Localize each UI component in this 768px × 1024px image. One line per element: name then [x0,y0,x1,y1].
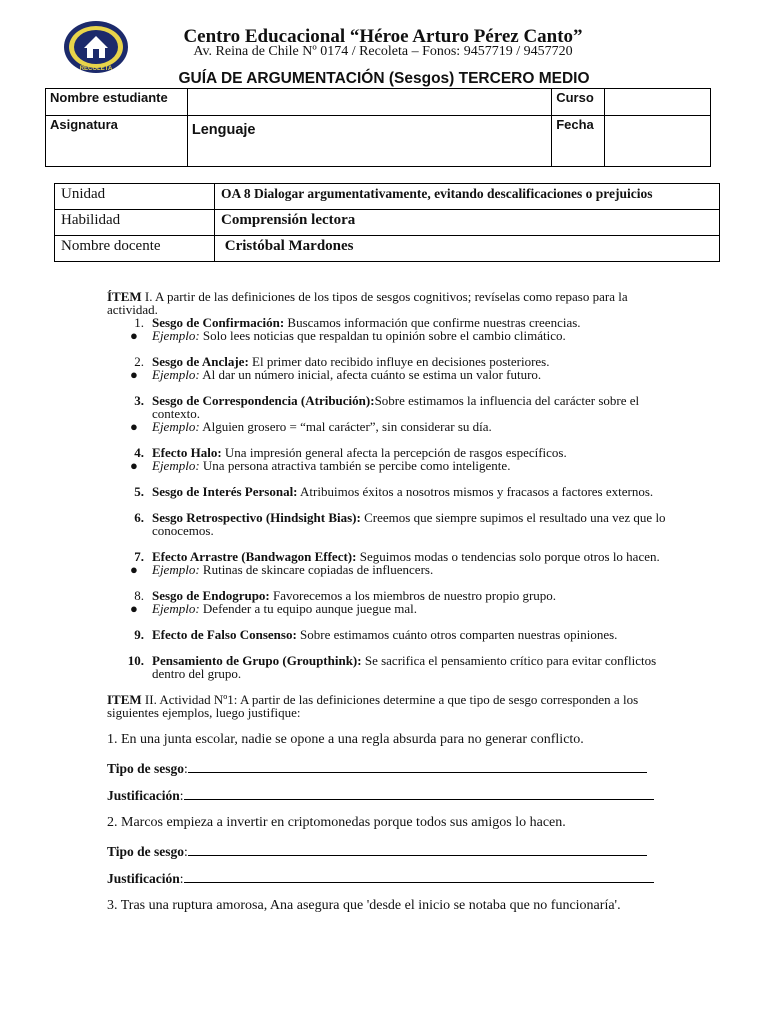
bias-name: Sesgo de Interés Personal: [152,484,298,499]
student-name-label: Nombre estudiante [46,89,188,116]
bias-name: Efecto Arrastre (Bandwagon Effect): [152,549,357,564]
bias-description: Favorecemos a los miembros de nuestro propio grupo. [269,588,557,603]
bias-number: 5. [134,484,144,499]
example-text: Al dar un número inicial, afecta cuánto se estima un valor futuro. [199,367,542,382]
bias-description: Se sacrifica el pensamiento crítico para evitar conflictos dentro del grupo. [152,653,657,681]
bias-name: Sesgo de Correspondencia (Atribución): [152,393,375,408]
bias-description: Buscamos información que confirme nuestras creencias. [284,315,581,330]
type-label: Tipo de sesgo [107,844,185,859]
example-label: Ejemplo: [152,601,200,616]
example-text: Solo lees noticias que respaldan tu opinión sobre el cambio climático. [199,328,566,343]
example-label: Ejemplo: [152,367,200,382]
subject-label: Asignatura [46,116,188,167]
bias-description: Una impresión general afecta la percepción de rasgos específicos. [221,445,567,460]
bias-name: Sesgo de Confirmación: [152,315,285,330]
answer-just-row-2: Justificación: [107,871,667,885]
bias-example [107,329,667,342]
bias-example [107,420,667,433]
unit-info-table [54,183,720,262]
teacher-value [215,236,720,262]
guide-title: GUÍA DE ARGUMENTACIÓN (Sesgos) TERCERO MEDIO [178,70,590,87]
bullet-icon: ● [130,601,138,616]
school-address: Av. Reina de Chile Nº 0174 / Recoleta – Fonos: 9457719 / 9457720 [193,44,573,59]
bias-description: Creemos que siempre supimos el resultado una vez que lo conocemos. [152,510,666,538]
example-text: Rutinas de skincare copiadas de influencers. [199,562,434,577]
bias-number: 4. [134,445,144,460]
bias-example [107,602,667,615]
school-name: Centro Educacional “Héroe Arturo Pérez Canto” [183,26,583,47]
justification-answer-line[interactable] [184,871,654,883]
item1-text: I. A partir de las definiciones de los tipos de sesgos cognitivos; revíselas como repaso para la actividad. [107,289,628,317]
item2-instructions [107,693,667,719]
bias-list [107,316,667,680]
bullet-icon: ● [130,328,138,343]
bias-number: 9. [134,627,144,642]
bullet-icon: ● [130,562,138,577]
skill-label: Habilidad [55,210,215,236]
bias-description: El primer dato recibido influye en decisiones posteriores. [248,354,550,369]
answer-type-row-1: Tipo de sesgo: [107,761,667,775]
unit-value: OA 8 Dialogar argumentativamente, evitando descalificaciones o prejuicios [215,184,720,210]
date-field[interactable] [605,116,711,167]
example-text: Defender a tu equipo aunque juegue mal. [199,601,417,616]
bias-example [107,368,667,381]
justification-label: Justificación [107,788,180,803]
example-label: Ejemplo: [152,419,200,434]
bias-number: 7. [134,549,144,564]
item2-label: ITEM [107,692,142,707]
bias-example [107,459,667,472]
bias-description: Sobre estimamos la influencia del carácter sobre el contexto. [152,393,640,421]
bias-number: 8. [134,588,144,603]
bullet-icon: ● [130,367,138,382]
bias-name: Sesgo de Endogrupo: [152,588,270,603]
type-label: Tipo de sesgo [107,761,185,776]
bias-name: Sesgo de Anclaje: [152,354,249,369]
skill-value: Comprensión lectora [215,210,720,236]
bias-name: Efecto Halo: [152,445,222,460]
bias-number: 2. [134,354,144,369]
type-answer-line[interactable] [188,761,647,773]
question-2: 2. Marcos empieza a invertir en criptomonedas porque todos sus amigos lo hacen. [107,815,566,830]
answer-type-row-2: Tipo de sesgo: [107,844,667,858]
bullet-icon: ● [130,419,138,434]
teacher-name: Cristóbal Mardones [224,238,354,254]
bias-description: Seguimos modas o tendencias solo porque otros lo hacen. [356,549,660,564]
worksheet-body [107,290,667,913]
item1-label: ÍTEM [107,289,142,304]
bias-item [107,511,667,537]
example-label: Ejemplo: [152,562,200,577]
logo-text: RECOLETA [79,66,113,72]
example-label: Ejemplo: [152,458,200,473]
subject-value: Lenguaje [187,116,551,167]
date-label: Fecha [552,116,605,167]
bias-name: Pensamiento de Grupo (Groupthink): [152,653,362,668]
bias-number: 3. [134,393,144,408]
justification-label: Justificación [107,871,180,886]
bias-item [107,485,667,498]
justification-answer-line[interactable] [184,788,654,800]
example-text: Alguien grosero = “mal carácter”, sin considerar su día. [199,419,492,434]
bias-number: 1. [134,315,144,330]
bias-name: Sesgo Retrospectivo (Hindsight Bias): [152,510,361,525]
question-3: 3. Tras una ruptura amorosa, Ana asegura que 'desde el inicio se notaba que no funcionaría'. [107,898,621,913]
answer-just-row-1: Justificación: [107,788,667,802]
student-name-field[interactable] [187,89,551,116]
student-info-table [45,88,711,167]
bias-item [107,654,667,680]
teacher-label: Nombre docente [55,236,215,262]
course-label: Curso [552,89,605,116]
bias-description: Sobre estimamos cuánto otros comparten nuestras opiniones. [296,627,618,642]
course-field[interactable] [605,89,711,116]
item2-text: II. Actividad Nº1: A partir de las definiciones determine a que tipo de sesgo corresponden a los siguientes ejemplos, luego justifique: [107,692,639,720]
bias-description: Atribuimos éxitos a nosotros mismos y fracasos a factores externos. [297,484,654,499]
example-text: Una persona atractiva también se percibe como inteligente. [199,458,511,473]
bias-item [107,394,667,420]
bias-number: 6. [134,510,144,525]
example-label: Ejemplo: [152,328,200,343]
type-answer-line[interactable] [188,844,647,856]
unit-label: Unidad [55,184,215,210]
bias-item [107,628,667,641]
bias-number: 10. [127,653,144,668]
bias-example [107,563,667,576]
item1-instructions [107,290,667,316]
bullet-icon: ● [130,458,138,473]
question-1: 1. En una junta escolar, nadie se opone a una regla absurda para no generar conflicto. [107,732,584,747]
bias-name: Efecto de Falso Consenso: [152,627,297,642]
